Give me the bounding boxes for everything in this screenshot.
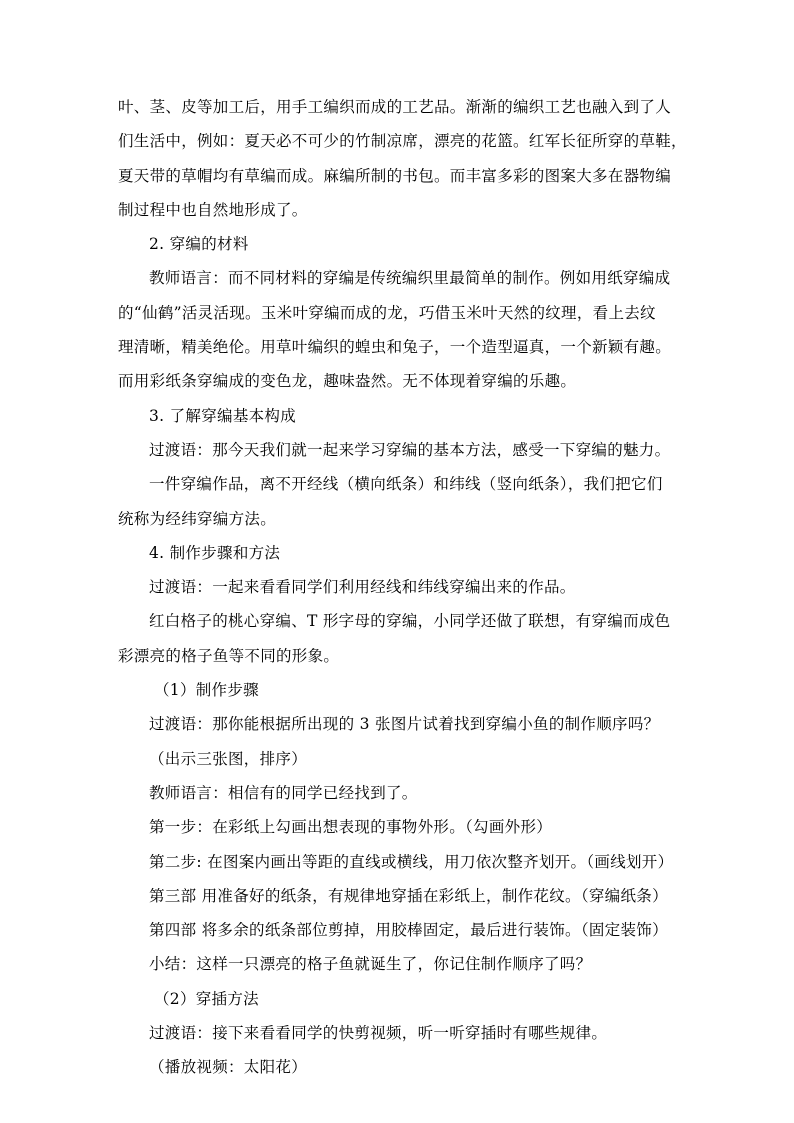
paragraph-line: 红白格子的桃心穿编、T 形字母的穿编，小同学还做了联想，有穿编而成色 [149,612,671,631]
paragraph-line: 的“仙鹤”活灵活现。玉米叶穿编而成的龙，巧借玉米叶天然的纹理，看上去纹 [118,303,656,322]
paragraph-line: 一件穿编作品，离不开经线（横向纸条）和纬线（竖向纸条），我们把它们 [149,475,663,494]
paragraph-line: 过渡语：那今天我们就一起来学习穿编的基本方法，感受一下穿编的魅力。 [149,440,671,459]
paragraph-line: 过渡语：接下来看看同学的快剪视频，听一听穿插时有哪些规律。 [149,1024,608,1043]
paragraph-line: 教师语言：相信有的同学已经找到了。 [149,783,418,802]
paragraph-line: 统称为经纬穿编方法。 [118,509,277,528]
paragraph-line: 制过程中也自然地形成了。 [118,200,308,219]
section-heading: 2. 穿编的材料 [149,235,249,254]
paragraph-line: （播放视频：太阳花） [149,1058,308,1077]
step-line: 第三部 用准备好的纸条，有规律地穿插在彩纸上，制作花纹。（穿编纸条） [149,886,668,905]
step-line: 第四部 将多余的纸条部位剪掉，用胶棒固定，最后进行装饰。（固定装饰） [149,921,668,940]
paragraph-line: 彩漂亮的格子鱼等不同的形象。 [118,646,340,665]
subsection-heading: （1）制作步骤 [154,681,259,700]
step-line: 第一步：在彩纸上勾画出想表现的事物外形。（勾画外形） [149,818,553,837]
paragraph-line: 过渡语：那你能根据所出现的 3 张图片试着找到穿编小鱼的制作顺序吗？ [149,715,660,734]
paragraph-line: 理清晰，精美绝伦。用草叶编织的蝗虫和兔子，一个造型逼真，一个新颖有趣。 [118,338,672,357]
paragraph-line: 教师语言：而不同材料的穿编是传统编织里最简单的制作。例如用纸穿编成 [149,269,671,288]
subsection-heading: （2）穿插方法 [154,989,259,1008]
section-heading: 3. 了解穿编基本构成 [149,406,297,425]
paragraph-line: （出示三张图，排序） [149,749,308,768]
paragraph-line: 夏天带的草帽均有草编而成。麻编所制的书包。而丰富多彩的图案大多在器物编 [118,166,672,185]
paragraph-line: 而用彩纸条穿编成的变色龙，趣味盎然。无不体现着穿编的乐趣。 [118,372,577,391]
paragraph-line: 小结：这样一只漂亮的格子鱼就诞生了，你记住制作顺序了吗？ [149,955,592,974]
step-line: 第二步: 在图案内画出等距的直线或横线，用刀依次整齐划开。（画线划开） [149,852,674,871]
document-body [118,90,687,1085]
section-heading: 4. 制作步骤和方法 [149,543,281,562]
paragraph-line: 们生活中，例如：夏天必不可少的竹制凉席，漂亮的花篮。红军长征所穿的草鞋， [118,132,687,151]
paragraph-line: 叶、茎、皮等加工后，用手工编织而成的工艺品。渐渐的编织工艺也融入到了人 [118,98,672,116]
paragraph-line: 过渡语：一起来看看同学们利用经线和纬线穿编出来的作品。 [149,578,576,597]
